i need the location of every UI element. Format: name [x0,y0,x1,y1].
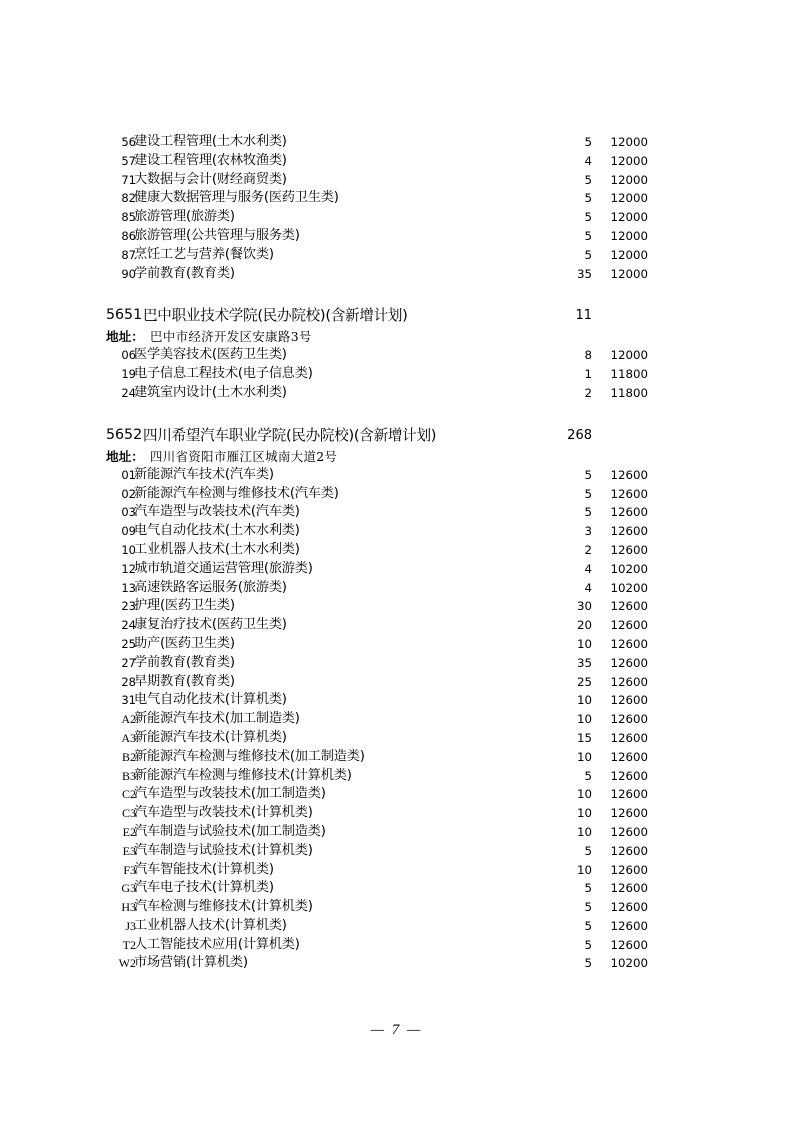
major-tuition-fee: 10200 [610,956,648,971]
major-tuition-fee: 10200 [610,580,648,595]
major-code: 10 [121,542,136,557]
major-plan-count: 5 [584,881,592,896]
major-row [105,208,665,227]
major-row [105,879,665,898]
school-total-count: 11 [575,308,592,324]
major-plan-count: 10 [576,824,592,839]
major-name: 医学美容技术(医药卫生类) [134,347,287,363]
major-name: 汽车制造与试验技术(加工制造类) [134,823,326,839]
major-name: 新能源汽车检测与维修技术(计算机类) [134,767,352,783]
major-name: 汽车智能技术(计算机类) [134,861,274,877]
major-row [105,171,665,190]
major-row [105,189,665,208]
major-code: 31 [121,693,136,708]
major-name: 汽车造型与改装技术(计算机类) [134,805,313,821]
major-row [105,748,665,767]
major-name: 市场营销(计算机类) [134,955,248,971]
major-name: 新能源汽车技术(加工制造类) [134,711,300,727]
major-name: 汽车电子技术(计算机类) [134,880,274,896]
major-tuition-fee: 12000 [610,191,648,206]
major-row [105,842,665,861]
major-row [105,246,665,265]
major-row [105,541,665,560]
major-plan-count: 1 [584,367,592,382]
major-name: 新能源汽车技术(汽车类) [134,466,274,482]
major-code: F3 [123,862,136,877]
major-plan-count: 10 [576,636,592,651]
major-plan-count: 5 [584,247,592,262]
major-tuition-fee: 12000 [610,247,648,262]
major-tuition-fee: 12000 [610,153,648,168]
major-tuition-fee: 12000 [610,348,648,363]
major-name: 汽车检测与维修技术(计算机类) [134,899,313,915]
major-tuition-fee: 12600 [610,599,648,614]
major-row [105,597,665,616]
major-tuition-fee: 12600 [610,486,648,501]
major-plan-count: 35 [576,655,592,670]
major-row [105,365,665,384]
major-name: 电子信息工程技术(电子信息类) [134,366,313,382]
major-plan-count: 8 [584,348,592,363]
major-code: 56 [121,135,136,149]
major-plan-count: 30 [576,599,592,614]
major-name: 电气自动化技术(计算机类) [134,692,287,708]
major-code: 71 [121,172,136,187]
major-code: E2 [122,824,136,839]
major-name: 早期教育(教育类) [134,673,235,689]
major-tuition-fee: 12000 [610,135,648,149]
major-plan-count: 5 [584,956,592,971]
major-row [105,522,665,541]
major-row [105,579,665,598]
major-code: C3 [121,806,136,821]
major-tuition-fee: 12600 [610,636,648,651]
major-plan-count: 5 [584,135,592,149]
major-plan-count: 10 [576,749,592,764]
address-text: 四川省资阳市雁江区城南大道2号 [150,448,338,464]
major-row [105,898,665,917]
major-tuition-fee: 12600 [610,505,648,520]
major-code: W2 [118,956,136,971]
major-code: 06 [121,348,136,363]
major-tuition-fee: 12000 [610,210,648,225]
major-plan-count: 5 [584,768,592,783]
major-plan-count: 5 [584,918,592,933]
major-code: 23 [121,599,136,614]
major-tuition-fee: 12600 [610,467,648,482]
major-tuition-fee: 12600 [610,937,648,952]
major-code: 02 [121,486,136,501]
school-total-count: 268 [567,427,592,443]
block-spacer [105,403,665,424]
major-row [105,560,665,579]
major-tuition-fee: 12600 [610,542,648,557]
major-tuition-fee: 12600 [610,730,648,745]
major-code: A3 [121,730,136,745]
major-row [105,346,665,365]
major-plan-count: 5 [584,843,592,858]
major-row [105,785,665,804]
school-code: 5652 [106,426,143,443]
major-code: 28 [121,674,136,689]
major-code: T2 [122,937,136,952]
major-tuition-fee: 12600 [610,524,648,539]
major-code: H3 [121,900,136,915]
major-tuition-fee: 12600 [610,618,648,633]
major-tuition-fee: 12600 [610,900,648,915]
major-tuition-fee: 12600 [610,674,648,689]
major-tuition-fee: 12600 [610,749,648,764]
major-code: B3 [121,768,136,783]
major-tuition-fee: 12600 [610,881,648,896]
major-tuition-fee: 10200 [610,561,648,576]
major-row [105,152,665,171]
major-tuition-fee: 12000 [610,172,648,187]
major-name: 大数据与会计(财经商贸类) [134,171,287,187]
major-tuition-fee: 12600 [610,693,648,708]
major-code: 09 [121,524,136,539]
major-name: 新能源汽车检测与维修技术(汽车类) [134,485,339,501]
major-plan-count: 10 [576,693,592,708]
school-address-line [105,447,665,466]
major-code: 25 [121,636,136,651]
major-row [105,710,665,729]
major-plan-count: 2 [584,385,592,400]
major-plan-count: 35 [576,266,592,281]
major-plan-count: 5 [584,486,592,501]
school-header [105,424,665,447]
major-name: 烹饪工艺与营养(餐饮类) [134,246,274,262]
major-name: 健康大数据管理与服务(医药卫生类) [134,190,339,206]
major-plan-count: 2 [584,542,592,557]
major-tuition-fee: 12600 [610,824,648,839]
major-name: 护理(医药卫生类) [134,598,235,614]
major-code: 27 [121,655,136,670]
address-text: 巴中市经济开发区安康路3号 [150,329,312,345]
major-row [105,654,665,673]
major-plan-count: 5 [584,467,592,482]
major-name: 高速铁路客运服务(旅游类) [134,579,287,595]
major-row [105,616,665,635]
major-name: 学前教育(教育类) [134,654,235,670]
major-row [105,635,665,654]
major-name: 工业机器人技术(计算机类) [134,917,287,933]
major-name: 建设工程管理(土木水利类) [134,134,287,149]
major-row [105,917,665,936]
school-code: 5651 [106,307,143,324]
major-code: 86 [121,228,136,243]
plan-table [105,133,665,973]
major-plan-count: 4 [584,153,592,168]
page-footer [0,1022,793,1039]
major-plan-count: 5 [584,937,592,952]
major-name: 工业机器人技术(土木水利类) [134,541,300,557]
major-tuition-fee: 12000 [610,228,648,243]
major-plan-count: 5 [584,228,592,243]
school-address-line [105,327,665,346]
major-code: 82 [121,191,136,206]
major-row [105,384,665,403]
major-code: 87 [121,247,136,262]
major-tuition-fee: 11800 [610,367,648,382]
major-row [105,265,665,284]
major-plan-count: 3 [584,524,592,539]
major-plan-count: 5 [584,191,592,206]
major-name: 汽车造型与改装技术(汽车类) [134,504,300,520]
major-name: 新能源汽车技术(计算机类) [134,729,287,745]
major-code: E3 [122,843,136,858]
major-plan-count: 25 [576,674,592,689]
major-name: 助产(医药卫生类) [134,635,235,651]
major-name: 建设工程管理(农林牧渔类) [134,152,287,168]
school-name: 巴中职业技术学院(民办院校)(含新增计划) [143,307,408,325]
major-name: 康复治疗技术(医药卫生类) [134,617,287,633]
major-name: 旅游管理(旅游类) [134,209,235,225]
major-row [105,485,665,504]
major-name: 旅游管理(公共管理与服务类) [134,227,300,243]
major-tuition-fee: 12000 [610,266,648,281]
major-name: 人工智能技术应用(计算机类) [134,936,300,952]
major-row [105,466,665,485]
major-plan-count: 20 [576,618,592,633]
major-code: 12 [121,561,136,576]
major-plan-count: 10 [576,712,592,727]
address-label: 地址： [106,329,144,345]
major-code: 57 [121,153,136,168]
major-code: 90 [121,266,136,281]
major-plan-count: 5 [584,210,592,225]
major-plan-count: 10 [576,862,592,877]
major-name: 学前教育(教育类) [134,265,235,281]
major-plan-count: 4 [584,580,592,595]
major-row [105,503,665,522]
major-row [105,227,665,246]
major-code: 19 [121,367,136,382]
major-code: C2 [121,787,136,802]
major-tuition-fee: 12600 [610,918,648,933]
major-row [105,729,665,748]
major-row [105,954,665,973]
major-row [105,936,665,955]
major-name: 建筑室内设计(土木水利类) [134,384,287,400]
major-code: 24 [121,385,136,400]
major-code: 24 [121,618,136,633]
major-plan-count: 10 [576,787,592,802]
address-label: 地址： [106,448,144,464]
major-plan-count: 5 [584,505,592,520]
major-name: 新能源汽车检测与维修技术(加工制造类) [134,748,365,764]
major-name: 汽车制造与试验技术(计算机类) [134,842,313,858]
major-tuition-fee: 12600 [610,655,648,670]
major-tuition-fee: 12600 [610,712,648,727]
major-name: 城市轨道交通运营管理(旅游类) [134,560,313,576]
school-name: 四川希望汽车职业学院(民办院校)(含新增计划) [143,426,437,444]
major-code: 01 [121,467,136,482]
major-tuition-fee: 12600 [610,862,648,877]
school-header [105,304,665,327]
major-plan-count: 4 [584,561,592,576]
major-plan-count: 15 [576,730,592,745]
major-code: 03 [121,505,136,520]
major-code: 85 [121,210,136,225]
major-tuition-fee: 12600 [610,787,648,802]
major-tuition-fee: 11800 [610,385,648,400]
major-row [105,861,665,880]
major-code: A2 [121,712,136,727]
major-plan-count: 5 [584,900,592,915]
major-tuition-fee: 12600 [610,843,648,858]
major-plan-count: 10 [576,806,592,821]
major-row [105,133,665,152]
major-plan-count: 5 [584,172,592,187]
major-code: G3 [121,881,136,896]
major-row [105,673,665,692]
major-code: 13 [121,580,136,595]
major-code: J3 [125,918,136,933]
major-tuition-fee: 12600 [610,806,648,821]
major-row [105,767,665,786]
page-number: — 7 — [370,1022,423,1038]
major-name: 汽车造型与改装技术(加工制造类) [134,786,326,802]
major-tuition-fee: 12600 [610,768,648,783]
block-spacer [105,283,665,304]
major-row [105,804,665,823]
major-row [105,823,665,842]
major-row [105,691,665,710]
major-code: B2 [121,749,136,764]
major-name: 电气自动化技术(土木水利类) [134,523,300,539]
